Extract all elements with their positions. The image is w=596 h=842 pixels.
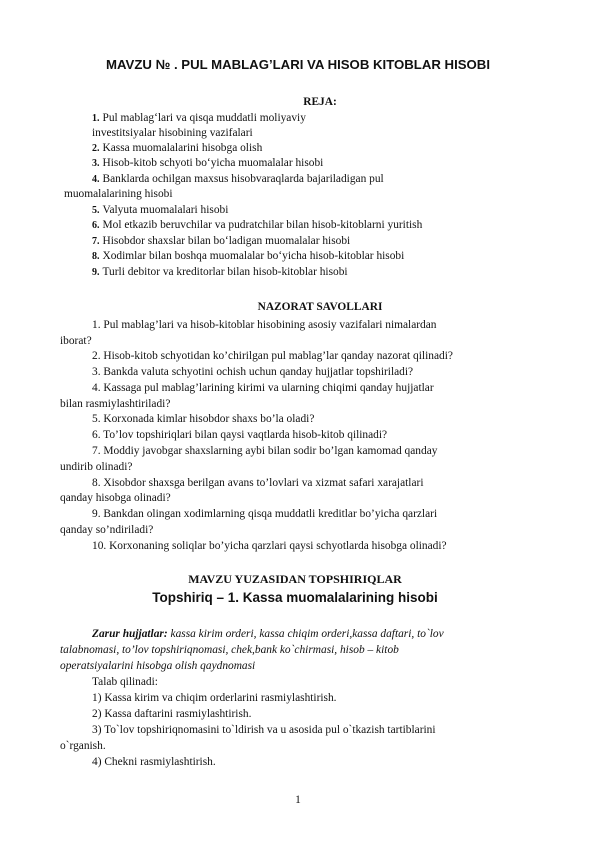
required-docs-cont-2: operatsiyalarini hisobga olish qaydnomasi	[60, 660, 256, 672]
question-3: 3. Bankda valuta schyotini ochish uchun qanday hujjatlar topshiriladi?	[92, 366, 414, 378]
question-7-cont: undirib olinadi?	[60, 461, 133, 473]
questions-heading: NAZORAT SAVOLLARI	[257, 301, 383, 313]
required-docs	[92, 627, 444, 641]
page-number: 1	[295, 794, 301, 806]
title-prefix: MAVZU № .	[106, 57, 178, 72]
title-main: PUL MABLAG’LARI VA HISOB KITOBLAR HISOBI	[181, 57, 490, 72]
question-9-cont: qanday so’ndiriladi?	[60, 524, 154, 536]
plan-item-4-cont: muomalalarining hisobi	[64, 188, 173, 200]
question-8-cont: qanday hisobga olinadi?	[60, 492, 171, 504]
question-9: 9. Bankdan olingan xodimlarning qisqa muddatli kreditlar bo’yicha qarzlari	[92, 508, 438, 520]
task-title: Topshiriq – 1. Kassa muomalalarining hisobi	[152, 590, 438, 605]
plan-item-7: 7. Hisobdor shaxslar bilan bo‘ladigan muomalalar hisobi	[92, 235, 351, 247]
question-1: 1. Pul mablag’lari va hisob-kitoblar hisobining asosiy vazifalari nimalardan	[92, 319, 437, 331]
question-4-cont: bilan rasmiylashtiriladi?	[60, 398, 171, 410]
question-5: 5. Korxonada kimlar hisobdor shaxs bo’la oladi?	[92, 413, 315, 425]
plan-item-2: 2. Kassa muomalalarini hisobga olish	[92, 142, 263, 154]
plan-item-8: 8. Xodimlar bilan boshqa muomalalar bo‘yicha hisob-kitoblar hisobi	[92, 250, 405, 262]
plan-item-3: 3. Hisob-kitob schyoti bo‘yicha muomalalar hisobi	[92, 157, 324, 169]
required-docs-text: kassa kirim orderi, kassa chiqim orderi,kassa daftari, to`lov	[170, 628, 444, 640]
question-7: 7. Moddiy javobgar shaxslarning aybi bilan sodir bo’lgan kamomad qanday	[92, 445, 438, 457]
plan-item-1: 1. Pul mablag‘lari va qisqa muddatli moliyaviy	[92, 112, 306, 124]
plan-heading: REJA:	[303, 96, 337, 108]
question-1-cont: iborat?	[60, 335, 92, 347]
required-docs-cont-1: talabnomasi, to’lov topshiriqnomasi, chek,bank ko`chirmasi, hisob – kitob	[60, 644, 399, 656]
plan-item-4: 4. Banklarda ochilgan maxsus hisobvaraqlarda bajariladigan pul	[92, 173, 384, 185]
required-label: Talab qilinadi:	[92, 676, 158, 688]
question-10: 10. Korxonaning soliqlar bo’yicha qarzlari qaysi schyotlarda hisobga olinadi?	[92, 540, 447, 552]
task-step-2: 2) Kassa daftarini rasmiylashtirish.	[92, 708, 252, 720]
task-step-3-cont: o`rganish.	[60, 740, 106, 752]
tasks-heading: MAVZU YUZASIDAN TOPSHIRIQLAR	[188, 572, 402, 586]
required-docs-label: Zarur hujjatlar:	[92, 628, 168, 640]
plan-item-1-cont: investitsiyalar hisobining vazifalari	[92, 127, 253, 139]
question-2: 2. Hisob-kitob schyotidan ko’chirilgan pul mablag’lar qanday nazorat qilinadi?	[92, 350, 453, 362]
task-step-1: 1) Kassa kirim va chiqim orderlarini rasmiylashtirish.	[92, 692, 337, 704]
plan-item-5: 5. Valyuta muomalalari hisobi	[92, 204, 229, 216]
question-4: 4. Kassaga pul mablag’larining kirimi va ularning chiqimi qanday hujjatlar	[92, 382, 434, 394]
plan-item-9: 9. Turli debitor va kreditorlar bilan hisob-kitoblar hisobi	[92, 266, 348, 278]
task-step-4: 4) Chekni rasmiylashtirish.	[92, 756, 216, 768]
plan-item-6: 6. Mol etkazib beruvchilar va pudratchilar bilan hisob-kitoblarni yuritish	[92, 219, 423, 231]
question-6: 6. To’lov topshiriqlari bilan qaysi vaqtlarda hisob-kitob qilinadi?	[92, 429, 388, 441]
question-8: 8. Xisobdor shaxsga berilgan avans to’lovlari va xizmat safari xarajatlari	[92, 477, 424, 489]
task-step-3: 3) To`lov topshiriqnomasini to`ldirish va u asosida pul o`tkazish tartiblarini	[92, 724, 436, 736]
page-title	[0, 58, 596, 72]
